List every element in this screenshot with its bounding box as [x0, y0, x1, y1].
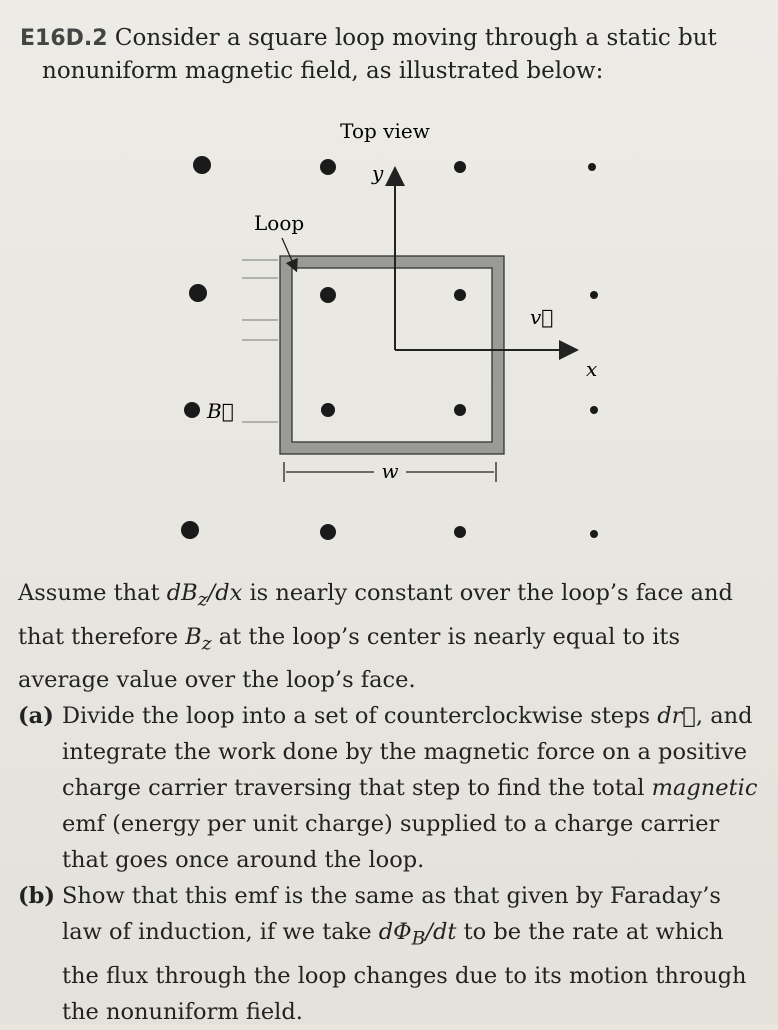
field-dot — [590, 406, 598, 414]
b-field-label: B⃗ — [207, 399, 234, 423]
y-axis-label: y — [372, 161, 384, 185]
diagram-title: Top view — [340, 119, 430, 143]
field-dot — [320, 159, 336, 175]
width-label: w — [381, 459, 399, 483]
part-b-text: Show that this emf is the same as that given by Faraday’s law of induction, if we take $d\Phi_B/dt$ to be the rate at which the flux through the loop changes due to its motion through the nonuniform field. — [62, 883, 747, 1025]
field-dot — [184, 402, 200, 418]
field-dot — [590, 291, 598, 299]
field-dot — [181, 521, 199, 539]
loop-outer-edge — [280, 256, 504, 454]
field-dot — [193, 156, 211, 174]
problem-intro-line1: Consider a square loop moving through a static but — [114, 25, 717, 51]
part-a-label: (a) — [18, 703, 54, 729]
field-dot — [590, 530, 598, 538]
loop-label: Loop — [254, 211, 305, 235]
problem-id: E16D.2 — [20, 26, 108, 51]
problem-header — [20, 22, 760, 88]
field-dot — [588, 163, 596, 171]
assumption-paragraph: Assume that $dB_z/dx$ is nearly constant over the loop’s face and that therefore $B_z$ at the loop’s center is nearly equal to its average value over the loop’s face. — [18, 580, 733, 693]
velocity-label: v⃗ — [530, 305, 554, 329]
field-dot — [454, 526, 466, 538]
field-dot — [454, 161, 466, 173]
field-dot — [321, 403, 335, 417]
field-dot — [189, 284, 207, 302]
problem-intro-line2: nonuniform magnetic field, as illustrated below: — [42, 58, 604, 84]
field-dot — [320, 287, 336, 303]
field-dot — [320, 524, 336, 540]
loop-diagram — [170, 110, 620, 550]
field-dot — [454, 289, 466, 301]
field-dot — [454, 404, 466, 416]
loop-square — [286, 262, 498, 448]
part-a-text: Divide the loop into a set of counterclockwise steps dr⃗, and integrate the work done by the magnetic force on a positive charge carrier traversing that step to find the total magnetic emf (energy per unit charge) supplied to a charge carrier that goes once around the loop. — [62, 703, 758, 873]
part-a — [18, 698, 763, 878]
part-b-label: (b) — [18, 883, 56, 909]
problem-body — [18, 575, 763, 1030]
x-axis-label: x — [586, 357, 598, 381]
part-b — [18, 878, 763, 1030]
